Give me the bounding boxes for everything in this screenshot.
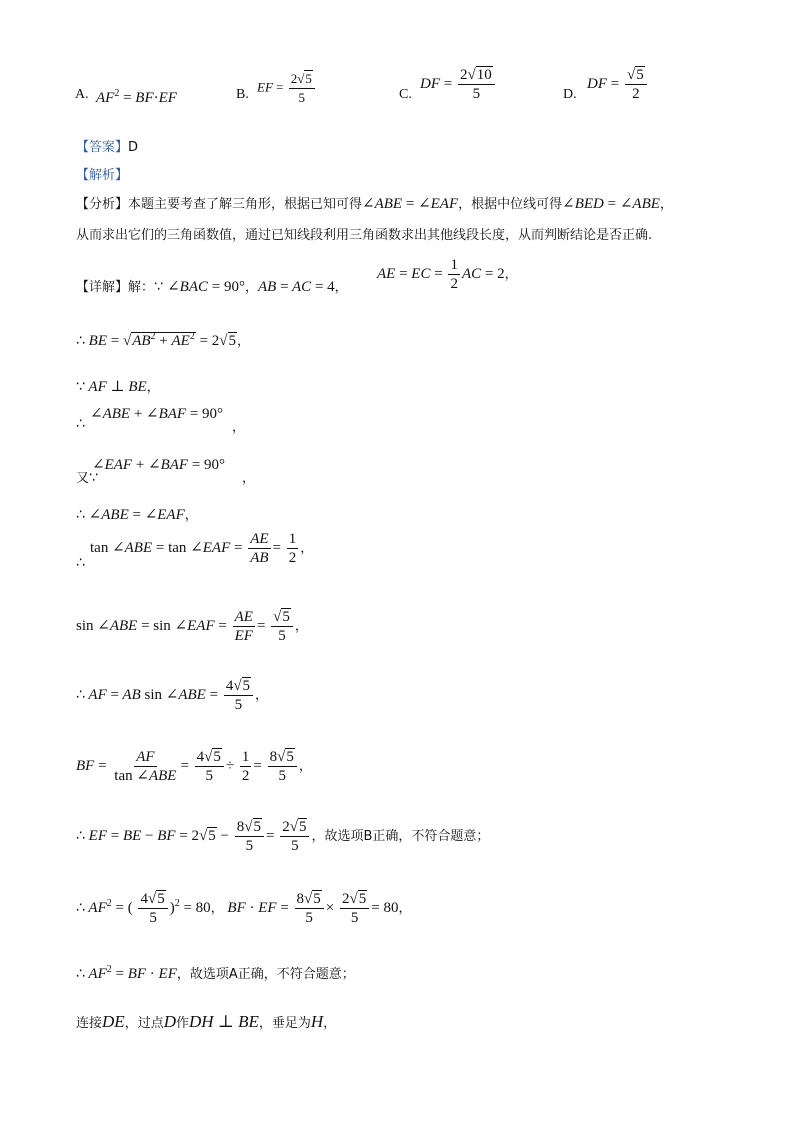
option-a-label: A. — [75, 87, 89, 102]
option-c-label: C. — [399, 87, 412, 102]
therefore-tan: ∴ — [76, 555, 85, 571]
connect-text-1: 连接 — [76, 1016, 103, 1031]
angle-equal: ∴ ∠ABE = ∠EAF， — [76, 507, 198, 523]
answer-value: D — [128, 140, 139, 155]
ae-ec-formula: AE = EC = $\frac{1}{2}$ AC = 2， — [377, 257, 518, 292]
angle-sum-1: ∠ABE + ∠BAF = 90° — [90, 406, 224, 422]
comma-2: ， — [242, 471, 256, 486]
af-perp-be: ∵ AF ⊥ BE， — [76, 379, 160, 395]
fenxi-line1: 【分析】本题主要考查了解三角形，根据已知可得∠ABE = ∠EAF，根据中位线可得∠BED = ∠ABE， — [76, 196, 673, 212]
af-squared-calc: ∴ $AF^2$ = ( $\frac{4√5}{5}$ )$^2$ = 80， BF · EF = $\frac{8√5}{5}$ × $\frac{2√5}{5}$ = 80， — [76, 891, 412, 926]
connect-text-4: ，垂足为 — [258, 1016, 311, 1031]
answer-line — [76, 136, 138, 155]
comma-1: ， — [232, 420, 246, 435]
therefore-1: ∴ — [76, 416, 85, 432]
you-line: 又∵ — [76, 470, 98, 486]
connect-text-5: ， — [323, 1016, 337, 1031]
xiangjie-line: 【详解】解：∵ ∠BAC = 90°，AB = AC = 4， — [76, 279, 348, 295]
b-conclusion: ，故选项B正确，不符合题意； — [311, 828, 490, 844]
xiangjie-jie: 解： — [128, 280, 155, 295]
fenxi-text2: ，根据中位线可得 — [458, 197, 563, 212]
be-formula: ∴ BE = $√AB^2 + AE^2 = 2√5$， — [76, 331, 251, 349]
option-d-label: D. — [563, 87, 577, 102]
fenxi-line2: 从而求出它们的三角函数值，通过已知线段利用三角函数求出其他线段长度，从而判断结论是否正确. — [76, 228, 653, 243]
bf-formula: BF = $\frac{AF}{\text{tan ∠ABE}}$ = $\frac{4√5}{5}$ ÷ $\frac{1}{2}$ = $\frac{8√5}{5}$ ， — [76, 749, 312, 784]
fenxi-text3: ， — [659, 197, 673, 212]
af-formula: ∴ AF = AB sin ∠ABE = $\frac{4√5}{5}$ ， — [76, 678, 269, 713]
sin-formula: sin ∠ABE = sin ∠EAF = $\frac{AE}{EF}$ = $\frac{√5}{5}$ ， — [76, 609, 308, 644]
option-b-formula: EF = $\frac{2√5}{5}$ — [257, 70, 317, 107]
answer-tag: 【答案】 — [76, 140, 129, 155]
connect-text-3: 作 — [175, 1016, 189, 1031]
angle-sum-2: ∠EAF + ∠BAF = 90° — [92, 457, 226, 473]
a-conclusion: ，故选项A正确，不符合题意； — [176, 967, 355, 982]
fenxi-text1: 本题主要考查了解三角形，根据已知可得 — [128, 197, 363, 212]
af-squared-conclusion: ∴ $AF^2$ = BF · EF，故选项A正确，不符合题意； — [76, 964, 355, 982]
tan-formula: tan ∠ABE = tan ∠EAF = $\frac{AE}{AB}$ = $\frac{1}{2}$ ， — [90, 531, 314, 566]
xiangjie-tag: 【详解】 — [76, 280, 129, 295]
ef-formula: ∴ EF = BE − BF = 2√5 − $\frac{8√5}{5}$ = $\frac{2√5}{5}$ ，故选项B正确，不符合题意； — [76, 819, 490, 854]
analysis-tag: 【解析】 — [76, 168, 129, 183]
option-c-formula: DF = $\frac{2√10}{5}$ — [420, 66, 497, 103]
option-b-label: B. — [236, 87, 249, 102]
connect-text-2: ，过点 — [124, 1016, 164, 1031]
option-d-formula: DF = $\frac{√5}{2}$ — [587, 66, 649, 103]
option-a-formula: $AF^2 = BF\cdot EF$ — [96, 88, 177, 106]
fenxi-tag: 【分析】 — [76, 197, 129, 212]
you-text: 又 — [76, 471, 90, 486]
connect-line: 连接DE，过点D作DH ⊥ BE，垂足为H， — [76, 1012, 337, 1031]
